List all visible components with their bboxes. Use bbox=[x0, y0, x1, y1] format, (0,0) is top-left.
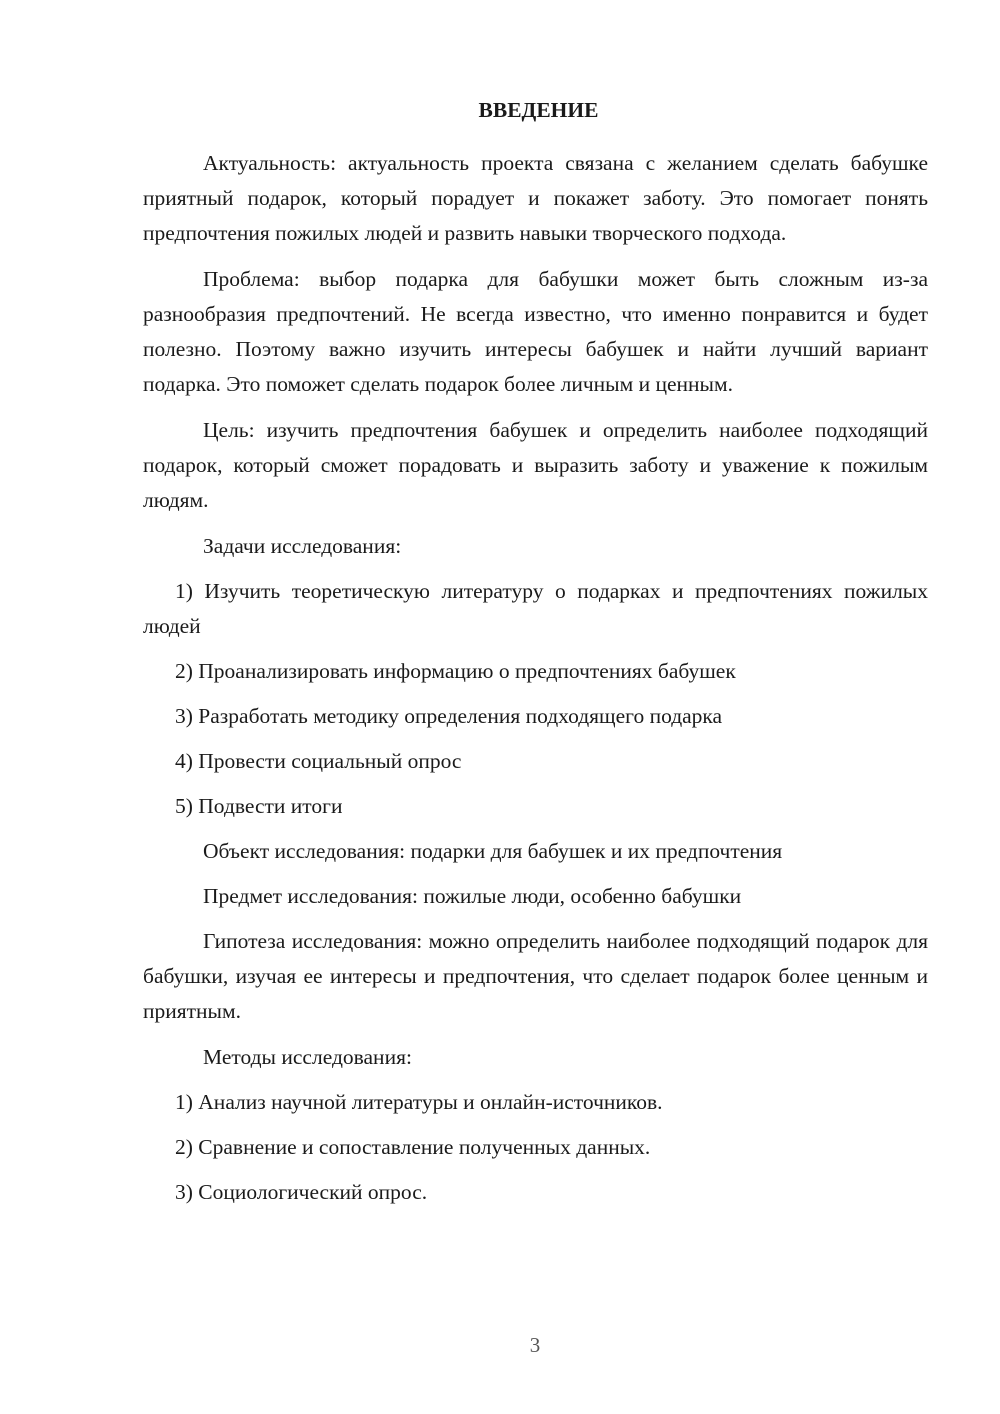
task-item-3: 3) Разработать методику определения подходящего подарка bbox=[175, 704, 723, 728]
goal-paragraph: Цель: изучить предпочтения бабушек и определить наиболее подходящий подарок, который сможет порадовать и выразить заботу и уважение к пожилым людям. bbox=[143, 418, 928, 512]
task-item-1: 1) Изучить теоретическую литературу о подарках и предпочтениях пожилых людей bbox=[143, 579, 928, 638]
page-content bbox=[143, 96, 928, 1220]
task-item-5: 5) Подвести итоги bbox=[175, 794, 343, 818]
method-item-2: 2) Сравнение и сопоставление полученных данных. bbox=[175, 1135, 651, 1159]
page-number: 3 bbox=[529, 1333, 541, 1357]
relevance-paragraph: Актуальность: актуальность проекта связана с желанием сделать бабушке приятный подарок, который порадует и покажет заботу. Это помогает понять предпочтения пожилых людей и развить навыки творческого подхода. bbox=[143, 151, 928, 245]
hypothesis-paragraph: Гипотеза исследования: можно определить наиболее подходящий подарок для бабушки, изучая ее интересы и предпочтения, что сделает подарок более ценным и приятным. bbox=[143, 929, 928, 1023]
research-object: Объект исследования: подарки для бабушек и их предпочтения bbox=[203, 839, 783, 863]
problem-paragraph: Проблема: выбор подарка для бабушки может быть сложным из-за разнообразия предпочтений. Не всегда известно, что именно понравится и будет полезно. Поэтому важно изучить интересы бабушек и найти лучший вариант подарка. Это поможет сделать подарок более личным и ценным. bbox=[143, 267, 928, 396]
method-item-1: 1) Анализ научной литературы и онлайн-источников. bbox=[175, 1090, 663, 1114]
tasks-heading: Задачи исследования: bbox=[203, 534, 402, 558]
task-item-4: 4) Провести социальный опрос bbox=[175, 749, 462, 773]
section-title: ВВЕДЕНИЕ bbox=[478, 98, 599, 122]
methods-heading: Методы исследования: bbox=[203, 1045, 412, 1069]
research-subject: Предмет исследования: пожилые люди, особенно бабушки bbox=[203, 884, 742, 908]
task-item-2: 2) Проанализировать информацию о предпочтениях бабушек bbox=[175, 659, 736, 683]
method-item-3: 3) Социологический опрос. bbox=[175, 1180, 428, 1204]
